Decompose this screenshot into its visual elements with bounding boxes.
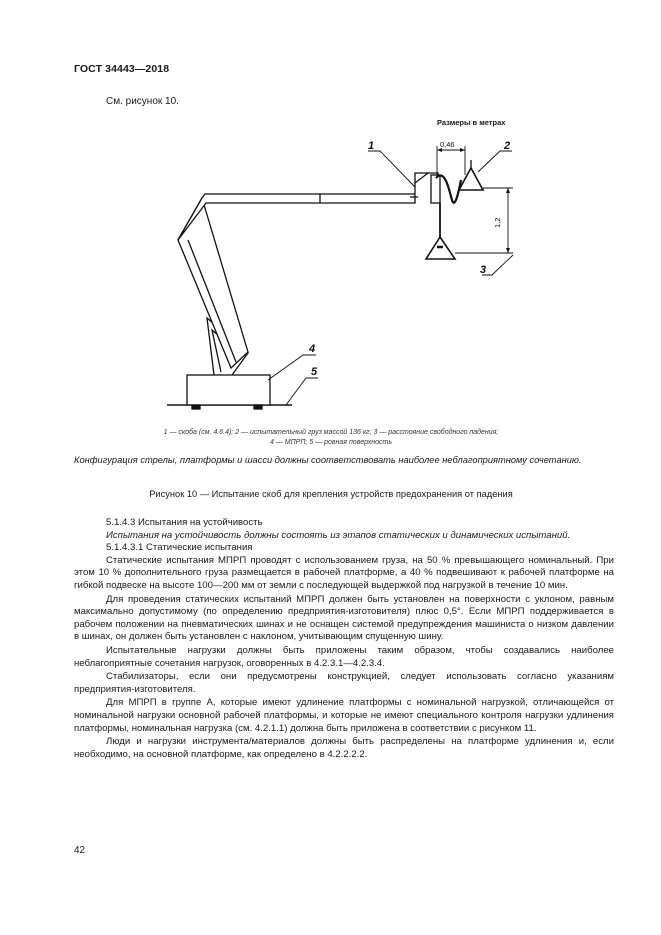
callout-leader-4 bbox=[268, 355, 316, 380]
paragraph: Испытания на устойчивость должны состоять из этапов статических и динамических испытаний. bbox=[106, 529, 571, 541]
body-text bbox=[74, 517, 614, 761]
callout-5: 5 bbox=[311, 366, 318, 378]
figure-note: Конфигурация стрелы, платформы и шасси должны соответствовать наиболее неблагоприятному сочетанию. bbox=[74, 455, 582, 465]
wheel bbox=[192, 405, 200, 409]
chassis-body bbox=[187, 375, 270, 405]
section-heading: 5.1.4.3 Испытания на устойчивость bbox=[106, 517, 263, 528]
dim-horizontal-label: 0,46 bbox=[440, 140, 455, 149]
figure-legend bbox=[74, 428, 588, 448]
paragraph: Испытательные нагрузки должны быть приложены таким образом, чтобы создавались наиболее неблагоприятные сочетания нагрузок, оговоренных в 4.2.3.1—4.2.3.4. bbox=[74, 644, 614, 669]
page-number: 42 bbox=[74, 845, 86, 856]
wheel bbox=[254, 405, 262, 409]
callout-3: 3 bbox=[480, 264, 487, 276]
callout-leader-2 bbox=[478, 151, 512, 172]
paragraph: Люди и нагрузки инструмента/материалов должны быть распределены на платформе удлинения и, если необходимо, на основной платформе, как определено в 4.2.2.2.2. bbox=[74, 736, 614, 760]
callout-2: 2 bbox=[504, 140, 511, 152]
platform bbox=[431, 175, 440, 203]
legend-line: 4 — МПРП; 5 — ровная поверхность bbox=[269, 439, 393, 446]
upper-boom bbox=[178, 194, 415, 240]
document-header: ГОСТ 34443—2018 bbox=[74, 63, 170, 75]
callout-1: 1 bbox=[368, 140, 375, 152]
callout-leader-1 bbox=[368, 151, 415, 187]
paragraph: Стабилизаторы, если они предусмотрены конструкцией, следует использовать согласно указаниям предприятия-изготовителя. bbox=[74, 671, 614, 695]
figure-caption: Рисунок 10 — Испытание скоб для крепления устройств предохранения от падения bbox=[149, 489, 513, 499]
figure-10-drawing bbox=[0, 110, 661, 430]
dim-vertical-label: 1,2 bbox=[493, 217, 502, 228]
figure-reference: См. рисунок 10. bbox=[106, 96, 179, 107]
paragraph: Статические испытания МПРП проводят с использованием груза, на 50 % превышающего номинальный. При этом 10 % дополнительного груза размещается в рабочей платформе, а 40 % подвешивают к рабочей платформе на гибкой подвеске на высоте 100—200 мм от земли с последующей выдержкой под нагрузкой в течение 10 мин. bbox=[74, 554, 614, 591]
callout-4: 4 bbox=[309, 343, 316, 355]
callout-leader-5 bbox=[286, 378, 318, 405]
paragraph: Для МПРП в группе А, которые имеют удлинение платформы с номинальной нагрузкой, отличающейся от номинальной нагрузки основной рабочей платформы, и которые не имеют специального контроля нагрузки удлинения платформы, номинальная нагрузка (см. 4.2.1.1) должна быть приложена в соответствии с рисунком 11. bbox=[74, 697, 614, 734]
section-heading: 5.1.4.3.1 Статические испытания bbox=[106, 542, 253, 554]
dimensions-title: Размеры в метрах bbox=[437, 118, 506, 127]
callout-leader-3 bbox=[482, 255, 513, 275]
legend-line: 1 — скоба (см. 4.6.4); 2 — испытательный груз массой 136 кг; 3 — расстояние свободного падения; bbox=[163, 429, 499, 436]
test-weight-upper bbox=[459, 168, 483, 190]
paragraph: Для проведения статических испытаний МПРП должен быть установлен на поверхности с уклоном, равным максимально допустимому (по определению предприятия-изготовителя) плюс 0,5°. Если МПРП поддерживается в рабочем положении на пневматических шинах и не оснащен системой предупреждения машиниста о низком давлении в шинах, он должен быть установлен с наклоном, учитывающим спущенную шину. bbox=[74, 593, 614, 643]
